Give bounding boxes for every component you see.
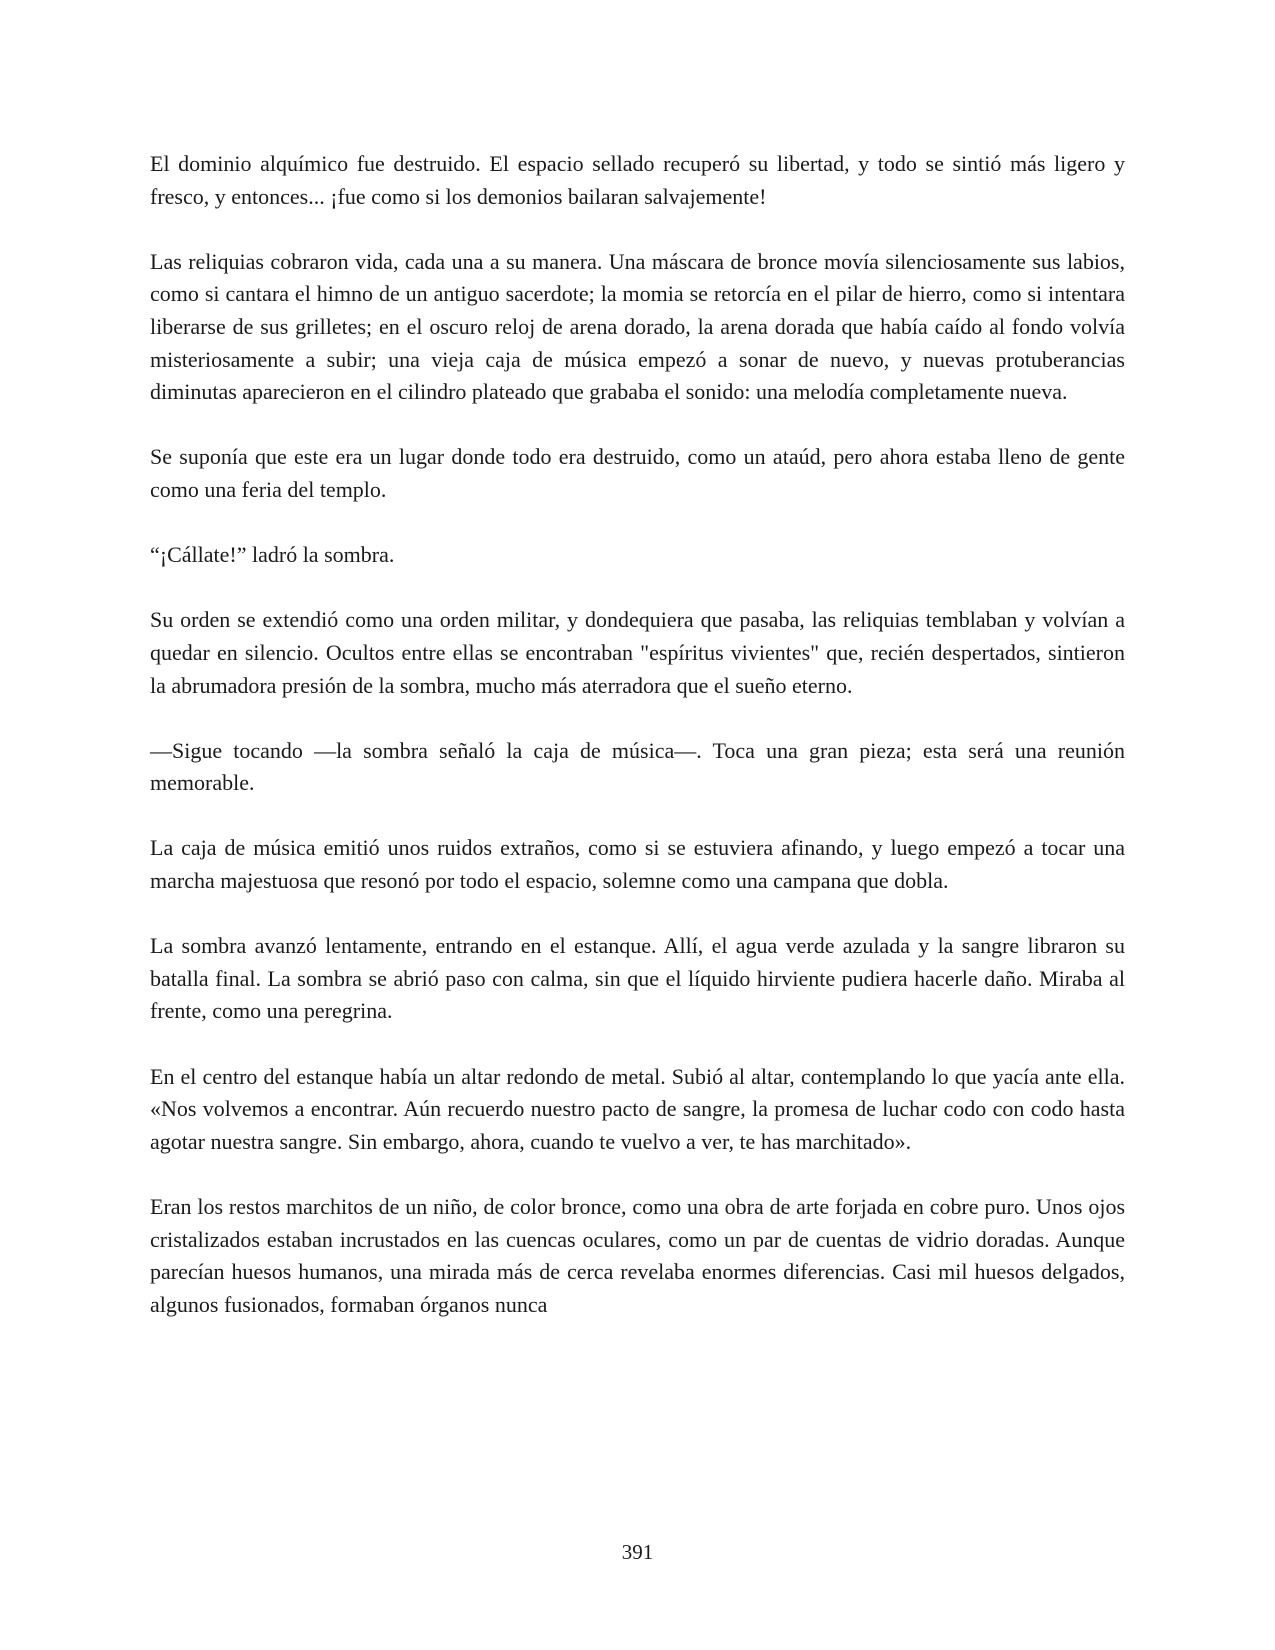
paragraph: Las reliquias cobraron vida, cada una a su manera. Una máscara de bronce movía silenciosamente sus labios, como si cantara el himno de un antiguo sacerdote; la momia se retorcía en el pilar de hierro, como si intentara liberarse de sus grilletes; en el oscuro reloj de arena dorado, la arena dorada que había caído al fondo volvía misteriosamente a subir; una vieja caja de música empezó a sonar de nuevo, y nuevas protuberancias diminutas aparecieron en el cilindro plateado que grababa el sonido: una melodía completamente nueva. — [150, 248, 1125, 405]
paragraph: Se suponía que este era un lugar donde todo era destruido, como un ataúd, pero ahora estaba lleno de gente como una feria del templo. — [150, 444, 1125, 502]
paragraph: Su orden se extendió como una orden militar, y dondequiera que pasaba, las reliquias temblaban y volvían a quedar en silencio. Ocultos entre ellas se encontraban "espíritus vivientes" que, recién despertados, sintieron la abrumadora presión de la sombra, mucho más aterradora que el sueño eterno. — [150, 607, 1125, 698]
paragraph: “¡Cállate!” ladró la sombra. — [150, 542, 395, 568]
text-body — [150, 148, 1125, 1321]
page-number: 391 — [621, 1540, 654, 1564]
paragraph: —Sigue tocando —la sombra señaló la caja de música—. Toca una gran pieza; esta será una reunión memorable. — [150, 737, 1125, 796]
paragraph: En el centro del estanque había un altar redondo de metal. Subió al altar, contemplando lo que yacía ante ella. «Nos volvemos a encontrar. Aún recuerdo nuestro pacto de sangre, la promesa de luchar codo con codo hasta agotar nuestra sangre. Sin embargo, ahora, cuando te vuelvo a ver, te has marchitado». — [150, 1063, 1125, 1154]
paragraph: La sombra avanzó lentamente, entrando en el estanque. Allí, el agua verde azulada y la sangre libraron su batalla final. La sombra se abrió paso con calma, sin que el líquido hirviente pudiera hacerle daño. Miraba al frente, como una peregrina. — [150, 933, 1125, 1024]
paragraph: Eran los restos marchitos de un niño, de color bronce, como una obra de arte forjada en cobre puro. Unos ojos cristalizados estaban incrustados en las cuencas oculares, como un par de cuentas de vidrio doradas. Aunque parecían huesos humanos, una mirada más de cerca revelaba enormes diferencias. Casi mil huesos delgados, algunos fusionados, formaban órganos nunca — [150, 1194, 1125, 1317]
paragraph: La caja de música emitió unos ruidos extraños, como si se estuviera afinando, y luego empezó a tocar una marcha majestuosa que resonó por todo el espacio, solemne como una campana que dobla. — [150, 835, 1125, 894]
paragraph: El dominio alquímico fue destruido. El espacio sellado recuperó su libertad, y todo se sintió más ligero y fresco, y entonces... ¡fue como si los demonios bailaran salvajemente! — [150, 151, 1125, 209]
